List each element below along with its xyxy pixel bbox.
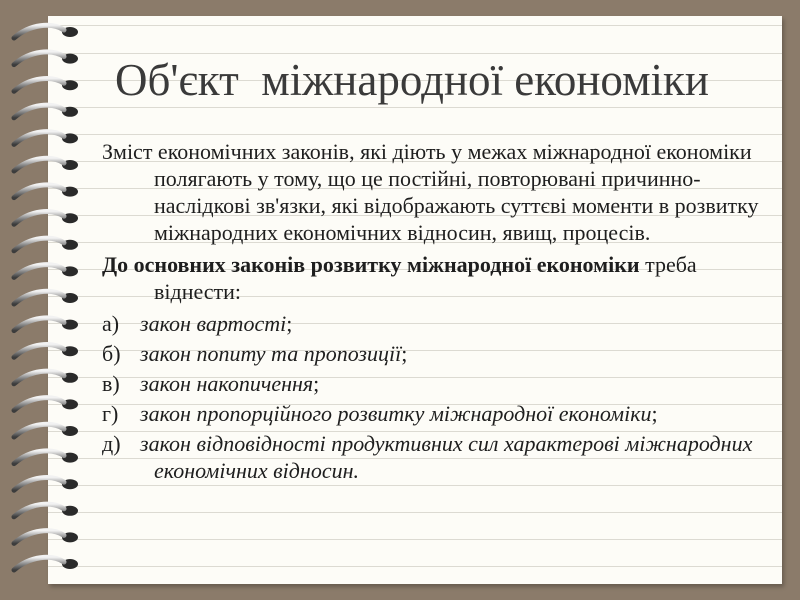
spiral-ring bbox=[14, 265, 78, 278]
spiral-ring bbox=[14, 238, 78, 251]
spiral-ring bbox=[14, 504, 78, 517]
list-item-punct: ; bbox=[401, 341, 408, 366]
list-item-text: закон накопичення bbox=[140, 371, 314, 396]
list-item bbox=[102, 430, 777, 484]
laws-intro-paragraph bbox=[102, 251, 777, 305]
spiral-ring bbox=[14, 478, 78, 491]
spiral-ring bbox=[14, 25, 78, 38]
list-item-text: закон відповідності продуктивних сил характерові міжнародних економічних відносин. bbox=[140, 431, 753, 483]
spiral-ring bbox=[14, 132, 78, 145]
spiral-ring bbox=[14, 398, 78, 411]
list-item-punct: ; bbox=[651, 401, 658, 426]
list-item-text: закон попиту та пропозиції bbox=[140, 341, 402, 366]
spiral-ring bbox=[14, 291, 78, 304]
list-item bbox=[102, 340, 777, 367]
spiral-ring bbox=[14, 105, 78, 118]
list-item bbox=[102, 310, 777, 337]
laws-intro-bold: До основних законів розвитку міжнародної економіки bbox=[102, 252, 640, 277]
list-item-punct: ; bbox=[286, 311, 293, 336]
spiral-ring bbox=[14, 451, 78, 464]
spiral-ring bbox=[14, 158, 78, 171]
list-item-marker: в) bbox=[102, 371, 120, 396]
list-item bbox=[102, 400, 777, 427]
list-item bbox=[102, 370, 777, 397]
list-item-marker: а) bbox=[102, 311, 120, 336]
spiral-ring bbox=[14, 371, 78, 384]
spiral-ring bbox=[14, 212, 78, 225]
list-item-marker: б) bbox=[102, 341, 121, 366]
list-item-marker: г) bbox=[102, 401, 119, 426]
spiral-ring bbox=[14, 345, 78, 358]
slide-title: Об'єкт міжнародної економіки bbox=[114, 55, 709, 105]
spiral-ring bbox=[14, 424, 78, 437]
list-item-text: закон пропорційного розвитку міжнародної економіки bbox=[140, 401, 652, 426]
slide-body bbox=[102, 138, 777, 487]
spiral-ring bbox=[14, 318, 78, 331]
list-item-text: закон вартості bbox=[140, 311, 287, 336]
list-item-marker: д) bbox=[102, 431, 121, 456]
list-item-punct: ; bbox=[313, 371, 320, 396]
intro-paragraph: Зміст економічних законів, які діють у межах міжнародної економіки полягають у тому, що це постійні, повторювані причинно-наслідкові зв'язки, які відображають суттєві моменти в розвитку міжнародних економічних відносин, явищ, процесів. bbox=[102, 139, 759, 245]
spiral-ring bbox=[14, 185, 78, 198]
spiral-ring bbox=[14, 531, 78, 544]
laws-intro-rest: треба віднести: bbox=[154, 252, 697, 304]
spiral-ring bbox=[14, 557, 78, 570]
